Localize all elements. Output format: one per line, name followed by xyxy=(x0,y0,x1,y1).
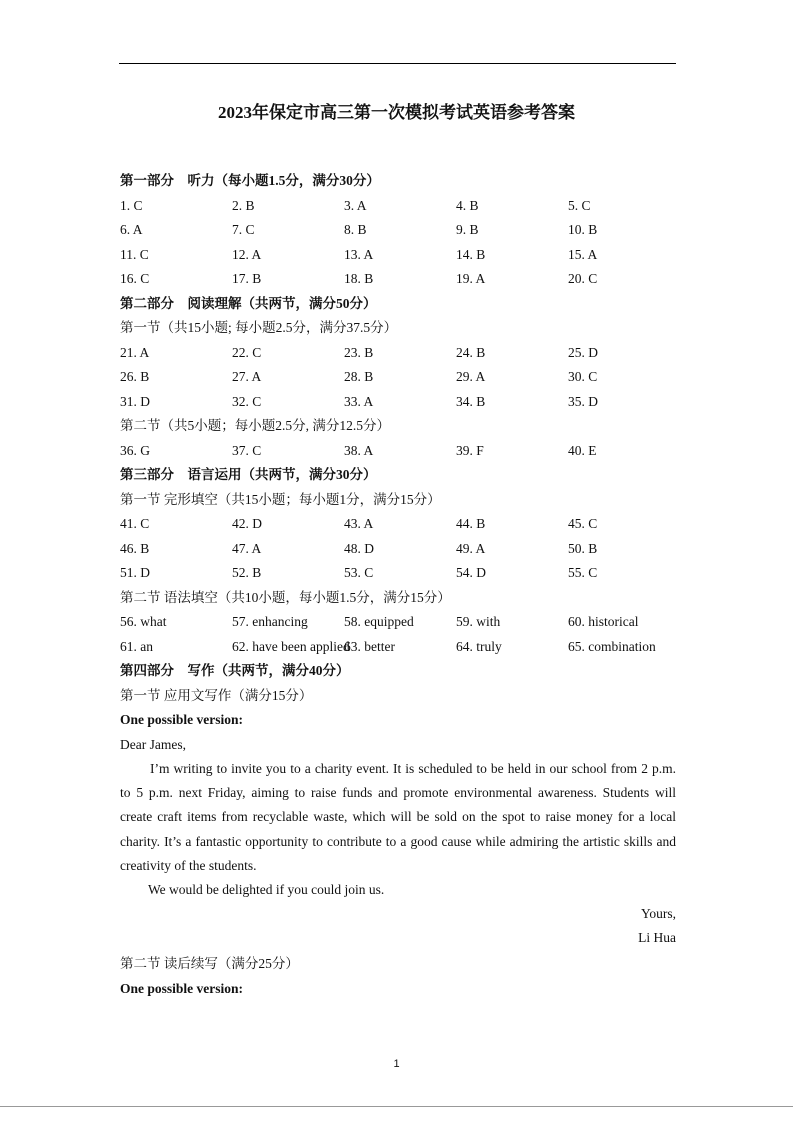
answer-cell: 17. B xyxy=(232,271,262,286)
letter-signoff: Yours, xyxy=(640,906,676,922)
part2-heading: 第二部分 阅读理解（共两节，满分50分） xyxy=(120,295,377,311)
answer-cell: 47. A xyxy=(232,540,262,556)
answer-cell: 42. D xyxy=(232,516,262,531)
answer-cell: 54. D xyxy=(456,565,486,580)
answer-cell: 29. A xyxy=(456,369,486,384)
header-rule xyxy=(119,63,676,64)
answer-row xyxy=(120,390,676,415)
answer-cell: 3. A xyxy=(344,197,367,213)
answer-cell: 2. B xyxy=(232,197,255,213)
letter-greeting: Dear James, xyxy=(120,736,186,752)
answer-cell: 36. G xyxy=(120,442,150,458)
answer-cell: 48. D xyxy=(344,540,374,556)
answer-row xyxy=(120,365,676,390)
letter-body: I’m writing to invite you to a charity event. It is scheduled to be held in our school from 2 p.m. to 5 p.m. next Friday, aiming to raise funds and promote environmental awareness. Students will create craft items from recyclable waste, which will be sold on the spot to raise money for a local charity. It’s a fantastic opportunity to contribute to a good cause while admiring the artistic skills and creativity of the students. xyxy=(120,761,676,873)
answer-cell: 59. with xyxy=(456,614,501,629)
part1-answers xyxy=(120,194,676,292)
answer-cell: 10. B xyxy=(568,222,598,237)
answer-cell: 28. B xyxy=(344,369,374,384)
answer-row xyxy=(120,635,676,660)
part2-section2-answers xyxy=(120,439,676,464)
part2-section2-heading: 第二节（共5小题；每小题2.5分, 满分12.5分） xyxy=(120,418,390,433)
version-label-2: One possible version: xyxy=(120,980,244,996)
part3-heading: 第三部分 语言运用（共两节，满分30分） xyxy=(120,467,377,482)
answer-cell: 44. B xyxy=(456,516,486,531)
answer-cell: 50. B xyxy=(568,540,598,556)
answer-cell: 39. F xyxy=(456,442,484,458)
answer-cell: 35. D xyxy=(568,393,598,409)
answer-cell: 51. D xyxy=(120,565,150,580)
answer-key-content xyxy=(120,169,676,1001)
part3-section2-answers xyxy=(120,610,676,659)
answer-cell: 4. B xyxy=(456,197,479,213)
answer-cell: 63. better xyxy=(344,638,395,654)
answer-cell: 25. D xyxy=(568,344,598,360)
part3-section2-heading: 第二节 语法填空（共10小题，每小题1.5分，满分15分） xyxy=(120,589,451,605)
answer-cell: 43. A xyxy=(344,516,374,531)
answer-cell: 60. historical xyxy=(568,614,639,629)
answer-row xyxy=(120,512,676,537)
answer-cell: 20. C xyxy=(568,271,598,286)
answer-row xyxy=(120,561,676,586)
answer-cell: 27. A xyxy=(232,369,262,384)
answer-row xyxy=(120,218,676,243)
answer-row xyxy=(120,267,676,292)
part4-heading: 第四部分 写作（共两节，满分40分） xyxy=(120,663,350,678)
answer-cell: 6. A xyxy=(120,222,143,237)
answer-cell: 34. B xyxy=(456,393,486,409)
page-number: 1 xyxy=(393,1058,400,1070)
answer-cell: 19. A xyxy=(456,271,486,286)
answer-cell: 8. B xyxy=(344,222,367,237)
footer-rule xyxy=(0,1106,793,1107)
answer-cell: 15. A xyxy=(568,246,598,262)
answer-row xyxy=(120,243,676,268)
answer-cell: 62. have been applied xyxy=(232,638,350,654)
answer-cell: 57. enhancing xyxy=(232,614,308,629)
answer-cell: 61. an xyxy=(120,638,153,654)
answer-cell: 30. C xyxy=(568,369,598,384)
page-title: 2023年保定市高三第一次模拟考试英语参考答案 xyxy=(218,103,575,122)
answer-cell: 56. what xyxy=(120,614,167,629)
answer-cell: 45. C xyxy=(568,516,598,531)
answer-cell: 1. C xyxy=(120,197,143,213)
answer-row xyxy=(120,537,676,562)
answer-cell: 49. A xyxy=(456,540,486,556)
part4-section1-heading: 第一节 应用文写作（满分15分） xyxy=(120,687,313,703)
answer-row xyxy=(120,439,676,464)
answer-cell: 52. B xyxy=(232,565,262,580)
answer-row xyxy=(120,341,676,366)
answer-cell: 55. C xyxy=(568,565,598,580)
part4-section2-heading: 第二节 读后续写（满分25分） xyxy=(120,956,299,972)
part3-section1-heading: 第一节 完形填空（共15小题；每小题1分，满分15分） xyxy=(120,491,441,507)
answer-cell: 40. E xyxy=(568,442,597,458)
answer-cell: 7. C xyxy=(232,222,255,237)
answer-cell: 22. C xyxy=(232,344,262,360)
answer-cell: 37. C xyxy=(232,442,262,458)
answer-cell: 14. B xyxy=(456,246,486,262)
answer-cell: 11. C xyxy=(120,246,149,262)
part2-section1-heading: 第一节（共15小题; 每小题2.5分，满分37.5分） xyxy=(120,320,398,335)
answer-cell: 12. A xyxy=(232,246,262,262)
answer-cell: 21. A xyxy=(120,344,150,360)
answer-row xyxy=(120,610,676,635)
answer-cell: 26. B xyxy=(120,369,150,384)
answer-cell: 18. B xyxy=(344,271,374,286)
answer-cell: 53. C xyxy=(344,565,374,580)
answer-cell: 16. C xyxy=(120,271,150,286)
part3-section1-answers xyxy=(120,512,676,586)
answer-cell: 5. C xyxy=(568,197,591,213)
answer-cell: 31. D xyxy=(120,393,150,409)
letter-closing-line: We would be delighted if you could join us. xyxy=(148,882,385,898)
answer-row xyxy=(120,194,676,219)
letter-signature: Li Hua xyxy=(638,930,676,946)
answer-cell: 46. B xyxy=(120,540,150,556)
answer-cell: 23. B xyxy=(344,344,374,360)
answer-cell: 64. truly xyxy=(456,638,502,654)
answer-cell: 32. C xyxy=(232,393,262,409)
answer-cell: 65. combination xyxy=(568,638,656,654)
answer-cell: 33. A xyxy=(344,393,374,409)
version-label: One possible version: xyxy=(120,712,244,727)
answer-cell: 38. A xyxy=(344,442,374,458)
answer-cell: 24. B xyxy=(456,344,486,360)
answer-cell: 41. C xyxy=(120,516,150,531)
answer-cell: 9. B xyxy=(456,222,479,237)
answer-cell: 13. A xyxy=(344,246,374,262)
answer-cell: 58. equipped xyxy=(344,614,414,629)
part1-heading: 第一部分 听力（每小题1.5分，满分30分） xyxy=(120,173,380,188)
part2-section1-answers xyxy=(120,341,676,415)
